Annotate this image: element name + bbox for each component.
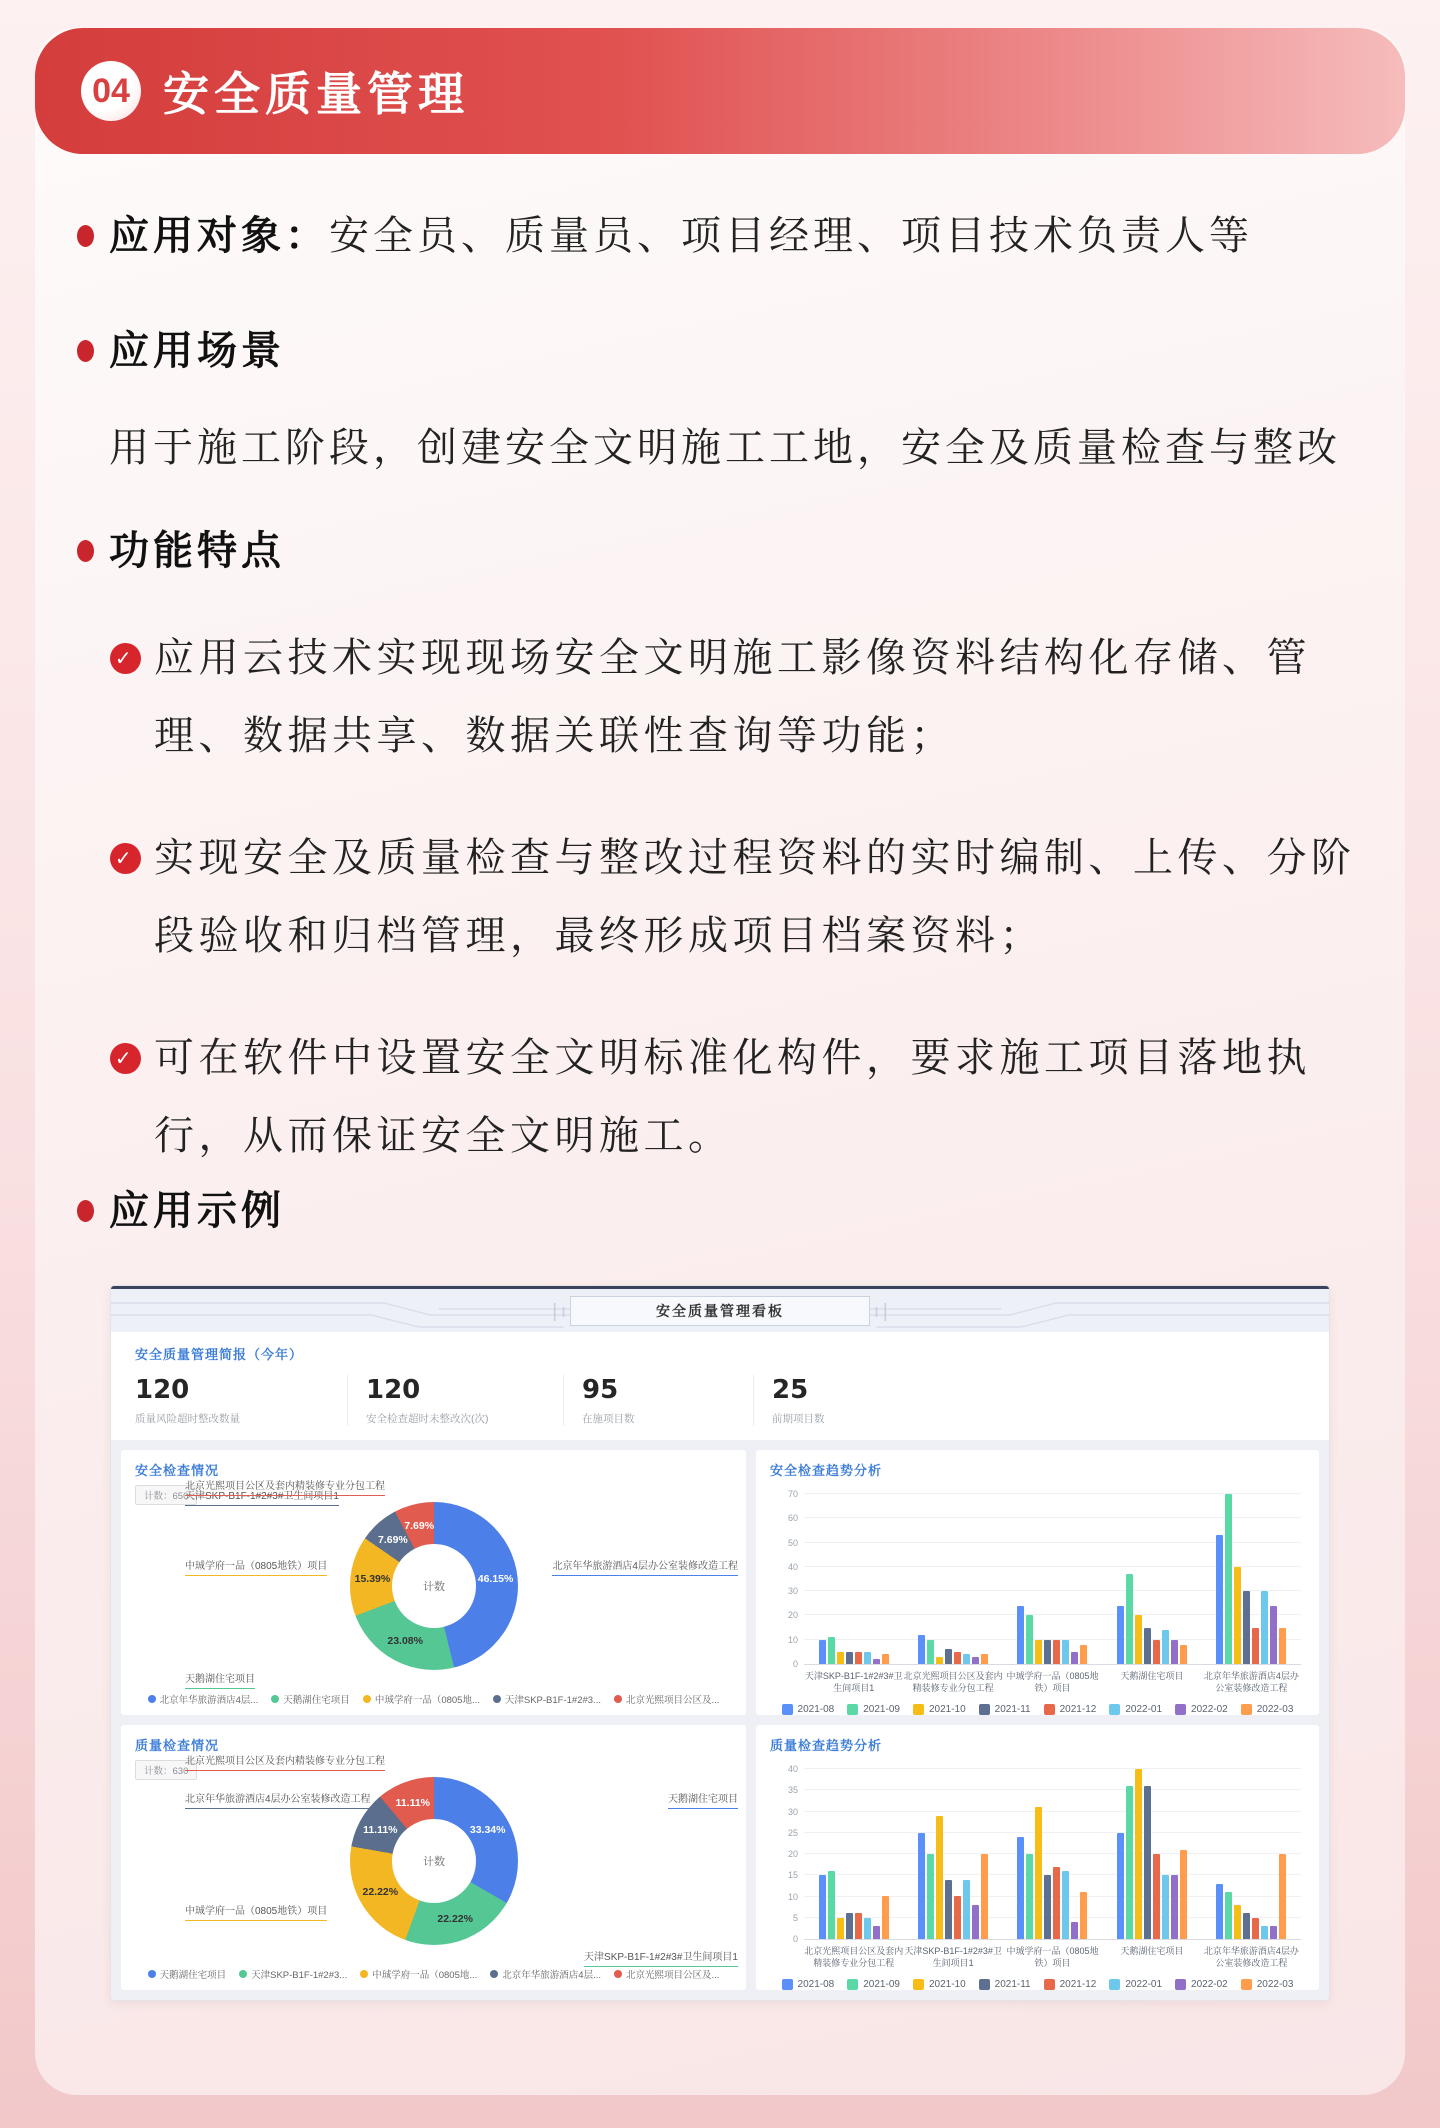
bar-group xyxy=(1216,1494,1286,1664)
bar xyxy=(1144,1786,1151,1939)
legend-swatch-icon xyxy=(782,1979,793,1990)
slice-project-label: 天鹅湖住宅项目 xyxy=(668,1793,738,1809)
feature-text: 应用云技术实现现场安全文明施工影像资料结构化存储、管理、数据共享、数据关联性查询等功能； xyxy=(154,636,1311,758)
y-axis-tick-label: 35 xyxy=(787,1785,798,1796)
bar xyxy=(1270,1926,1277,1939)
circuit-decoration-left xyxy=(111,1288,570,1334)
bar xyxy=(864,1652,871,1664)
feature-item xyxy=(110,1019,1360,1175)
legend-label: 天鹅湖住宅项目 xyxy=(283,1695,350,1706)
bar xyxy=(1216,1884,1223,1939)
application-scene-text: 用于施工阶段，创建安全文明施工工地，安全及质量检查与整改 xyxy=(109,426,1341,470)
legend-item xyxy=(360,1967,477,1981)
legend-item xyxy=(493,1692,601,1706)
count-badge: 计数：630 xyxy=(135,1760,197,1780)
y-axis-tick-label: 10 xyxy=(787,1634,798,1645)
bar xyxy=(1035,1807,1042,1939)
x-axis-label: 北京光熙项目公区及套内精装修专业分包工程 xyxy=(804,1946,904,1969)
content-area xyxy=(35,212,1405,2001)
legend-item xyxy=(148,1692,259,1706)
legend-item xyxy=(1175,1704,1228,1715)
bar xyxy=(1180,1645,1187,1664)
x-axis-label: 天津SKP-B1F-1#2#3#卫生间项目1 xyxy=(904,1946,1002,1969)
pie-legend xyxy=(121,1967,746,1981)
legend-item xyxy=(1044,1704,1097,1715)
legend-label: 2021-11 xyxy=(994,1979,1031,1990)
bullet-application-target xyxy=(77,212,1363,260)
bar xyxy=(1080,1645,1087,1664)
slice-project-label: 中珹学府一品（0805地铁）项目 xyxy=(185,1560,327,1576)
bullet-dot-icon xyxy=(77,540,94,562)
slice-percent-label: 7.69% xyxy=(404,1519,435,1532)
legend-dot-icon xyxy=(363,1695,371,1703)
donut-chart xyxy=(350,1502,518,1670)
bar xyxy=(1062,1871,1069,1939)
legend-item xyxy=(913,1704,966,1715)
legend-item xyxy=(490,1967,601,1981)
legend-label: 2021-08 xyxy=(797,1979,835,1990)
legend-label: 天鹅湖住宅项目 xyxy=(159,1970,227,1981)
slice-percent-label: 15.39% xyxy=(354,1572,391,1585)
legend-label: 2021-12 xyxy=(1059,1979,1097,1990)
slice-percent-label: 11.11% xyxy=(363,1823,398,1836)
x-axis-labels xyxy=(804,1945,1301,1969)
stat-item xyxy=(135,1375,347,1426)
bar xyxy=(1234,1567,1241,1664)
bar xyxy=(846,1652,853,1664)
bar xyxy=(954,1896,961,1939)
slice-percent-label: 11.11% xyxy=(395,1796,431,1809)
bar xyxy=(828,1871,835,1939)
y-axis-tick-label: 50 xyxy=(787,1537,798,1548)
bullet-application-scene xyxy=(77,327,1363,375)
bar xyxy=(918,1635,925,1664)
bullet-example-heading xyxy=(77,1187,1363,1235)
stat-item xyxy=(563,1375,753,1426)
y-axis-tick-label: 10 xyxy=(787,1891,798,1902)
y-axis-tick-label: 40 xyxy=(787,1764,798,1774)
stat-item xyxy=(753,1375,965,1426)
bar xyxy=(1162,1875,1169,1939)
legend-label: 2022-01 xyxy=(1125,1979,1163,1990)
bar xyxy=(1225,1494,1232,1664)
bar xyxy=(1216,1535,1223,1664)
bar xyxy=(936,1816,943,1939)
bar xyxy=(1135,1769,1142,1939)
slice-percent-label: 33.34% xyxy=(469,1824,506,1836)
panel-title: 安全检查情况 xyxy=(135,1463,220,1478)
slice-percent-label: 7.69% xyxy=(378,1533,408,1546)
bar xyxy=(1243,1913,1250,1939)
legend-item xyxy=(1241,1704,1294,1715)
bar xyxy=(1044,1640,1051,1664)
dashboard-screenshot xyxy=(110,1285,1330,2001)
legend-label: 2022-02 xyxy=(1191,1979,1228,1990)
bar-group xyxy=(1117,1574,1187,1664)
legend-dot-icon xyxy=(490,1970,498,1978)
legend-dot-icon xyxy=(271,1695,279,1703)
briefing-title: 安全质量管理简报（今年） xyxy=(135,1347,304,1362)
bar xyxy=(963,1654,970,1664)
stats-row xyxy=(135,1375,1305,1426)
application-scene-heading: 应用场景 xyxy=(109,329,285,373)
features-heading: 功能特点 xyxy=(109,529,285,573)
legend-label: 中珹学府一品（0805地... xyxy=(374,1695,480,1706)
legend-label: 天津SKP-B1F-1#2#3... xyxy=(504,1695,601,1706)
x-axis-label: 北京年华旅游酒店4层办公室装修改造工程 xyxy=(1203,1671,1299,1694)
bar-groups xyxy=(804,1495,1301,1664)
panel-title: 质量检查情况 xyxy=(135,1738,220,1753)
legend-swatch-icon xyxy=(1044,1704,1055,1715)
briefing-section xyxy=(111,1332,1329,1440)
pie-legend xyxy=(121,1692,746,1706)
slice-project-label: 中珹学府一品（0805地铁）项目 xyxy=(185,1905,327,1921)
bar xyxy=(864,1918,871,1939)
panel-quality-trend xyxy=(756,1725,1319,1990)
bar-group xyxy=(1117,1769,1187,1939)
bullet-dot-icon xyxy=(77,225,94,247)
bar xyxy=(837,1652,844,1664)
dashboard-title: 安全质量管理看板 xyxy=(656,1302,784,1319)
stat-item xyxy=(347,1375,563,1426)
bar-groups xyxy=(804,1770,1301,1939)
x-axis-labels xyxy=(804,1670,1301,1694)
bar xyxy=(981,1854,988,1939)
bullet-feature-heading xyxy=(77,527,1363,575)
dashboard-topbar xyxy=(111,1286,1329,1332)
legend-dot-icon xyxy=(493,1695,501,1703)
bar xyxy=(1180,1850,1187,1939)
legend-swatch-icon xyxy=(979,1979,990,1990)
slice-project-label: 北京光熙项目公区及套内精装修专业分包工程 xyxy=(185,1480,385,1496)
slice-project-label: 天鹅湖住宅项目 xyxy=(185,1673,255,1689)
bar-chart xyxy=(787,1489,1301,1669)
legend-label: 北京年华旅游酒店4层... xyxy=(159,1695,259,1706)
dashboard-title-box xyxy=(570,1296,870,1326)
bar xyxy=(1153,1640,1160,1664)
legend-item xyxy=(614,1692,719,1706)
bar xyxy=(1017,1837,1024,1939)
bar xyxy=(1171,1875,1178,1939)
stat-label: 前期项目数 xyxy=(772,1413,825,1425)
legend-swatch-icon xyxy=(1109,1979,1120,1990)
donut-center-label: 计数 xyxy=(392,1819,476,1903)
bar xyxy=(1243,1591,1250,1664)
bullet-dot-icon xyxy=(77,1200,94,1222)
example-heading: 应用示例 xyxy=(109,1189,285,1233)
legend-swatch-icon xyxy=(1175,1979,1186,1990)
donut-center-label: 计数 xyxy=(392,1544,476,1628)
legend-item xyxy=(979,1704,1031,1715)
x-axis-label: 中珹学府一品（0805地铁）项目 xyxy=(1006,1946,1099,1969)
legend-item xyxy=(847,1979,900,1990)
legend-label: 2021-09 xyxy=(863,1704,900,1715)
legend-swatch-icon xyxy=(847,1704,858,1715)
legend-item xyxy=(614,1967,719,1981)
slice-project-label: 北京年华旅游酒店4层办公室装修改造工程 xyxy=(552,1560,738,1576)
bar-group xyxy=(819,1637,889,1664)
legend-swatch-icon xyxy=(1044,1979,1055,1990)
y-axis-tick-label: 25 xyxy=(787,1827,798,1838)
legend-item xyxy=(1241,1979,1294,1990)
feature-item xyxy=(110,819,1360,975)
legend-item xyxy=(363,1692,480,1706)
legend-item xyxy=(271,1692,350,1706)
slice-project-label: 北京光熙项目公区及套内精装修专业分包工程 xyxy=(185,1755,385,1771)
bar xyxy=(1225,1892,1232,1939)
bar xyxy=(1261,1591,1268,1664)
legend-item xyxy=(782,1704,835,1715)
bullet-dot-icon xyxy=(77,340,94,362)
bar-group xyxy=(1017,1606,1087,1664)
legend-dot-icon xyxy=(239,1970,247,1978)
legend-label: 北京光熙项目公区及... xyxy=(625,1970,720,1981)
stat-label: 安全检查超时未整改次(次) xyxy=(366,1413,489,1425)
bar-group xyxy=(819,1871,889,1939)
panel-title: 安全检查趋势分析 xyxy=(770,1463,883,1478)
bar-plot-area xyxy=(787,1764,1301,1944)
feature-text: 可在软件中设置安全文明标准化构件，要求施工项目落地执行，从而保证安全文明施工。 xyxy=(154,1036,1311,1158)
bar xyxy=(972,1657,979,1664)
bar xyxy=(1171,1640,1178,1664)
bar xyxy=(972,1905,979,1939)
y-axis-tick-label: 30 xyxy=(787,1586,798,1597)
y-axis-tick-label: 20 xyxy=(787,1610,798,1621)
bar xyxy=(846,1913,853,1939)
feature-text: 实现安全及质量检查与整改过程资料的实时编制、上传、分阶段验收和归档管理，最终形成项目档案资料； xyxy=(154,836,1356,958)
section-number: 04 xyxy=(92,71,130,110)
y-axis-tick-label: 15 xyxy=(787,1870,798,1881)
bar-group xyxy=(1017,1807,1087,1939)
legend-swatch-icon xyxy=(1175,1704,1186,1715)
legend-item xyxy=(782,1979,835,1990)
panel-title: 质量检查趋势分析 xyxy=(770,1738,883,1753)
circuit-decoration-right xyxy=(870,1288,1329,1334)
count-badge: 计数：650 xyxy=(135,1485,197,1505)
legend-label: 中珹学府一品（0805地... xyxy=(372,1970,478,1981)
bar xyxy=(918,1833,925,1939)
bar xyxy=(1071,1922,1078,1939)
panel-safety-trend xyxy=(756,1450,1319,1715)
legend-label: 2021-10 xyxy=(928,1704,966,1715)
bar xyxy=(882,1896,889,1939)
legend-label: 2021-09 xyxy=(863,1979,900,1990)
stat-value: 120 xyxy=(135,1375,190,1405)
legend-swatch-icon xyxy=(979,1704,990,1715)
bar xyxy=(1252,1918,1259,1939)
application-target-text xyxy=(109,212,1253,260)
legend-item xyxy=(1175,1979,1228,1990)
bar xyxy=(936,1657,943,1664)
legend-swatch-icon xyxy=(913,1979,924,1990)
y-axis-tick-label: 40 xyxy=(787,1561,798,1572)
bar xyxy=(855,1913,862,1939)
legend-item xyxy=(847,1704,900,1715)
legend-label: 2021-11 xyxy=(994,1704,1031,1715)
check-circle-icon: ✓ xyxy=(110,843,141,874)
y-axis-tick-label: 5 xyxy=(792,1912,798,1923)
application-target-label: 应用对象： xyxy=(109,214,329,258)
bar xyxy=(1126,1786,1133,1939)
bar xyxy=(828,1637,835,1664)
bar xyxy=(1026,1615,1033,1664)
legend-dot-icon xyxy=(360,1970,368,1978)
page-title: 安全质量管理 xyxy=(163,68,469,120)
bar xyxy=(1071,1652,1078,1664)
bar xyxy=(1053,1867,1060,1939)
bar xyxy=(954,1652,961,1664)
legend-label: 2021-08 xyxy=(797,1704,835,1715)
months-legend xyxy=(770,1979,1305,1990)
y-axis-tick-label: 60 xyxy=(787,1513,798,1524)
legend-item xyxy=(1044,1979,1097,1990)
check-circle-icon: ✓ xyxy=(110,643,141,674)
bar xyxy=(927,1854,934,1939)
check-circle-icon: ✓ xyxy=(110,1043,141,1074)
bar xyxy=(855,1652,862,1664)
bar xyxy=(819,1640,826,1664)
legend-dot-icon xyxy=(148,1970,156,1978)
legend-swatch-icon xyxy=(913,1704,924,1715)
legend-swatch-icon xyxy=(1241,1979,1252,1990)
y-axis-tick-label: 20 xyxy=(787,1849,798,1859)
legend-swatch-icon xyxy=(847,1979,858,1990)
bar-plot-area xyxy=(787,1489,1301,1669)
legend-swatch-icon xyxy=(782,1704,793,1715)
legend-swatch-icon xyxy=(1241,1704,1252,1715)
bar xyxy=(873,1926,880,1939)
slice-percent-label: 22.22% xyxy=(437,1913,473,1926)
bar xyxy=(1035,1640,1042,1664)
legend-item xyxy=(1109,1704,1162,1715)
slice-percent-label: 23.08% xyxy=(387,1634,423,1647)
y-axis-tick-label: 0 xyxy=(792,1659,798,1669)
y-axis-tick-label: 70 xyxy=(787,1489,798,1499)
content-card xyxy=(35,28,1405,2095)
bar xyxy=(1062,1640,1069,1664)
bar xyxy=(1026,1854,1033,1939)
section-number-badge xyxy=(81,61,141,121)
y-axis-tick-label: 30 xyxy=(787,1806,798,1817)
slice-percent-label: 46.15% xyxy=(477,1572,514,1585)
legend-label: 2022-03 xyxy=(1256,1979,1294,1990)
application-target-value: 安全员、质量员、项目经理、项目技术负责人等 xyxy=(329,214,1253,258)
bar xyxy=(1053,1640,1060,1664)
legend-item xyxy=(979,1979,1031,1990)
x-axis-label: 天津SKP-B1F-1#2#3#卫生间项目1 xyxy=(804,1671,903,1694)
legend-label: 北京光熙项目公区及... xyxy=(625,1695,720,1706)
bar xyxy=(1135,1615,1142,1664)
bar xyxy=(1126,1574,1133,1664)
bar xyxy=(1162,1630,1169,1664)
bar xyxy=(873,1659,880,1664)
legend-label: 天津SKP-B1F-1#2#3... xyxy=(251,1970,348,1981)
panel-quality-pie xyxy=(121,1725,746,1990)
bar xyxy=(945,1649,952,1664)
legend-dot-icon xyxy=(148,1695,156,1703)
legend-label: 北京年华旅游酒店4层... xyxy=(502,1970,601,1981)
bar xyxy=(1252,1628,1259,1664)
stat-value: 120 xyxy=(366,1375,421,1405)
stat-label: 在施项目数 xyxy=(582,1413,635,1425)
stat-value: 25 xyxy=(772,1375,809,1405)
section-header-banner xyxy=(35,28,1405,154)
legend-item xyxy=(913,1979,966,1990)
panel-safety-pie xyxy=(121,1450,746,1715)
slice-percent-label: 22.22% xyxy=(362,1885,399,1898)
gridline xyxy=(804,1768,1301,1769)
x-axis-label: 北京光熙项目公区及套内精装修专业分包工程 xyxy=(903,1671,1003,1694)
legend-label: 2021-12 xyxy=(1059,1704,1097,1715)
legend-dot-icon xyxy=(614,1695,622,1703)
bar-group xyxy=(918,1816,988,1939)
bar-chart xyxy=(787,1764,1301,1944)
x-axis-label: 天鹅湖住宅项目 xyxy=(1120,1946,1184,1956)
slice-project-label: 北京年华旅游酒店4层办公室装修改造工程 xyxy=(185,1793,371,1809)
bar xyxy=(1117,1833,1124,1939)
bar xyxy=(1279,1628,1286,1664)
legend-item xyxy=(1109,1979,1162,1990)
y-axis-tick-label: 0 xyxy=(792,1934,798,1944)
stat-value: 95 xyxy=(582,1375,619,1405)
bar xyxy=(1017,1606,1024,1664)
months-legend xyxy=(770,1704,1305,1715)
stat-label: 质量风险超时整改数量 xyxy=(135,1413,240,1425)
legend-label: 2021-10 xyxy=(928,1979,966,1990)
bar xyxy=(1080,1892,1087,1939)
slice-project-label: 天津SKP-B1F-1#2#3#卫生间项目1 xyxy=(584,1951,738,1967)
legend-label: 2022-01 xyxy=(1125,1704,1163,1715)
bar xyxy=(882,1654,889,1664)
feature-item xyxy=(110,619,1360,775)
bar xyxy=(1234,1905,1241,1939)
bar-group xyxy=(1216,1854,1286,1939)
x-axis-label: 北京年华旅游酒店4层办公室装修改造工程 xyxy=(1203,1946,1299,1969)
legend-item xyxy=(239,1967,347,1981)
x-axis-label: 天鹅湖住宅项目 xyxy=(1120,1671,1184,1681)
bar xyxy=(1270,1606,1277,1664)
legend-swatch-icon xyxy=(1109,1704,1120,1715)
bar xyxy=(1261,1926,1268,1939)
bar xyxy=(963,1880,970,1939)
legend-dot-icon xyxy=(614,1970,622,1978)
bar xyxy=(1144,1628,1151,1664)
bar xyxy=(1279,1854,1286,1939)
legend-item xyxy=(148,1967,227,1981)
bar xyxy=(819,1875,826,1939)
bar xyxy=(1153,1854,1160,1939)
bar xyxy=(981,1654,988,1664)
legend-label: 2022-03 xyxy=(1256,1704,1294,1715)
bar xyxy=(837,1918,844,1939)
legend-label: 2022-02 xyxy=(1191,1704,1228,1715)
bar xyxy=(1117,1606,1124,1664)
bar xyxy=(1044,1875,1051,1939)
dashboard-panel-grid xyxy=(111,1440,1329,2000)
donut-chart xyxy=(350,1777,518,1945)
bar-group xyxy=(918,1635,988,1664)
x-axis-label: 中珹学府一品（0805地铁）项目 xyxy=(1006,1671,1099,1694)
bar xyxy=(945,1880,952,1939)
bar xyxy=(927,1640,934,1664)
slice-project-label: 天津SKP-B1F-1#2#3#卫生间项目1 xyxy=(185,1490,339,1506)
